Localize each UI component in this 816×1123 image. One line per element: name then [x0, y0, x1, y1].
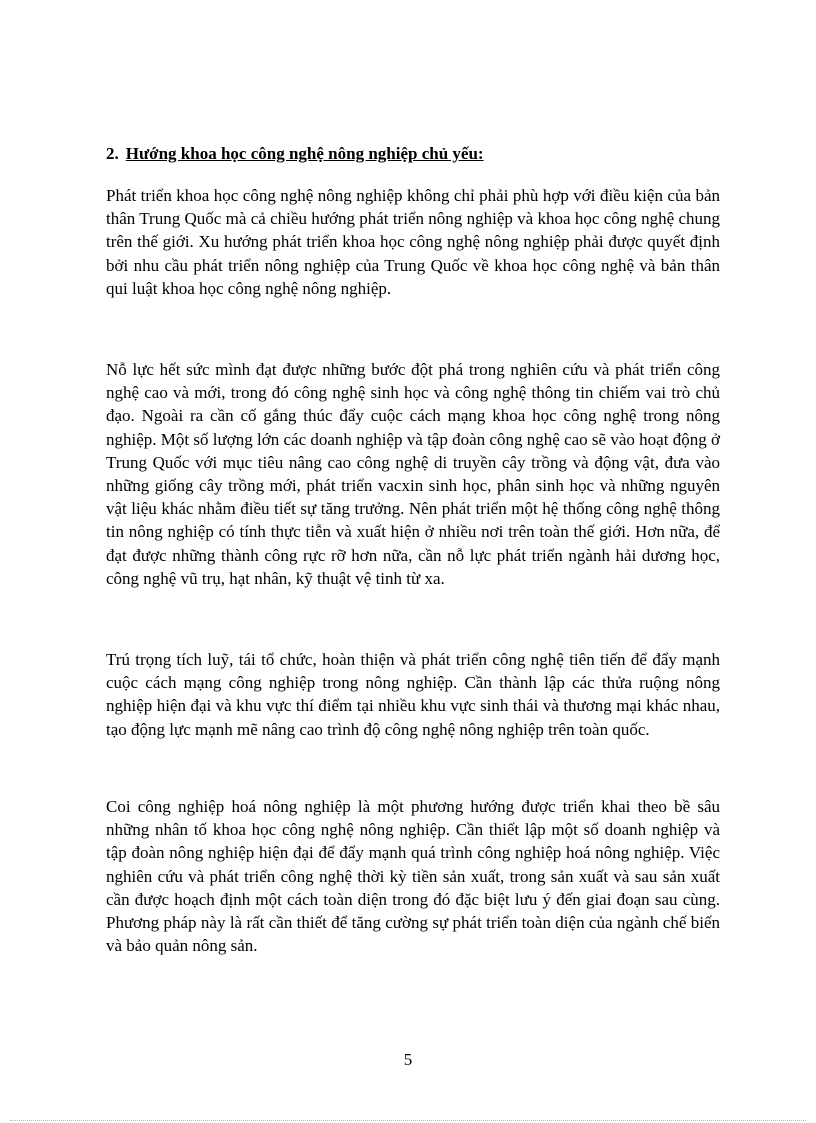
- paragraph-text: Coi công nghiệp hoá nông nghiệp là một phương hướng được triển khai theo bề sâu những nhân tố khoa học công nghệ nông nghiệp. Cần thiết lập một số doanh nghiệp và tập đoàn nông nghiệp hiện đại để đẩy mạnh quá trình công nghiệp hoá nông nghiệp. Việc nghiên cứu và phát triển công nghệ thời kỳ tiền sản xuất, trong sản xuất và sau sản xuất cần được hoạch định một cách toàn diện trong đó đặc biệt lưu ý đến giai đoạn sau cùng. Phương pháp này là rất cần thiết để tăng cường sự phát triển toàn diện của ngành chế biến và bảo quản nông sản.: [106, 797, 720, 956]
- page-bottom-border: [10, 1120, 806, 1121]
- page-number: 5: [403, 1050, 413, 1069]
- section-title: Hướng khoa học công nghệ nông nghiệp chủ yếu:: [125, 144, 484, 163]
- paragraph-4: [106, 795, 720, 957]
- paragraph-text: Nỗ lực hết sức mình đạt được những bước đột phá trong nghiên cứu và phát triển công nghệ cao và mới, trong đó công nghệ sinh học và công nghệ thông tin chiếm vai trò chủ đạo. Ngoài ra cần cố gắng thúc đẩy cuộc cách mạng khoa học công nghệ trong nông nghiệp. Một số lượng lớn các doanh nghiệp và tập đoàn công nghệ cao sẽ vào hoạt động ở Trung Quốc với mục tiêu nâng cao công nghệ di truyền cây trồng và động vật, đưa vào những giống cây trồng mới, phát triển vacxin sinh học, phân sinh học và những nguyên vật liệu khác nhằm điều tiết sự tăng trưởng. Nên phát triển một hệ thống công nghệ thông tin nông nghiệp có tính thực tiễn và xuất hiện ở nhiều nơi trên toàn thế giới. Hơn nữa, để đạt được những thành công rực rỡ hơn nữa, cần nỗ lực phát triển ngành hải dương học, công nghệ vũ trụ, hạt nhân, kỹ thuật vệ tinh từ xa.: [106, 360, 720, 588]
- paragraph-3: [106, 648, 720, 741]
- section-heading: [106, 143, 484, 165]
- paragraph-text: Trú trọng tích luỹ, tái tổ chức, hoàn thiện và phát triển công nghệ tiên tiến để đẩy mạnh cuộc cách mạng công nghiệp trong nông nghiệp. Cần thành lập các thửa ruộng nông nghiệp hiện đại và khu vực thí điểm tại nhiều khu vực sinh thái và thương mại khác nhau, tạo động lực mạnh mẽ nâng cao trình độ công nghệ nông nghiệp trên toàn quốc.: [106, 650, 720, 739]
- paragraph-1: [106, 184, 720, 300]
- paragraph-text: Phát triển khoa học công nghệ nông nghiệp không chỉ phải phù hợp với điều kiện của bản thân Trung Quốc mà cả chiều hướng phát triển nông nghiệp và khoa học công nghệ chung trên thế giới. Xu hướng phát triển khoa học công nghệ nông nghiệp phải được quyết định bởi nhu cầu phát triển nông nghiệp của Trung Quốc về khoa học công nghệ và bản thân qui luật khoa học công nghệ nông nghiệp.: [106, 186, 720, 298]
- section-number: 2.: [106, 144, 119, 163]
- paragraph-2: [106, 358, 720, 590]
